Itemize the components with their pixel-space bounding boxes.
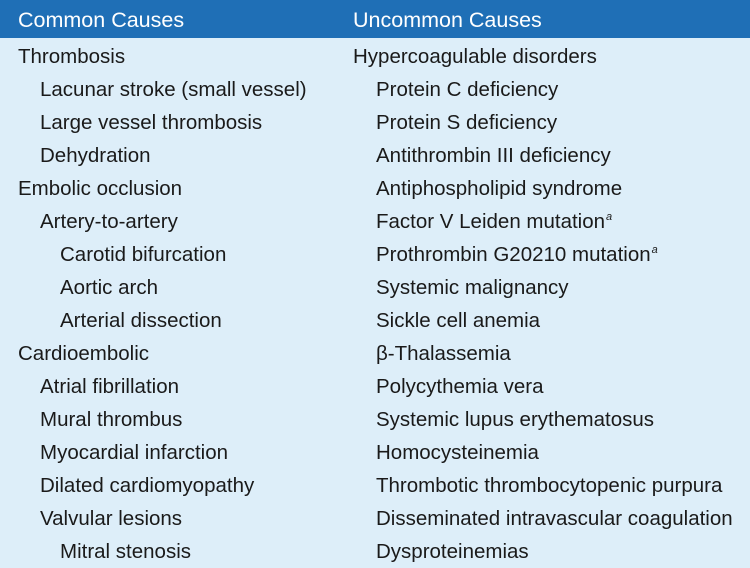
common-cause-item — [40, 436, 228, 469]
uncommon-cause-item — [376, 535, 529, 568]
common-cause-item — [40, 502, 182, 535]
uncommon-cause-text: Prothrombin G20210 mutation — [376, 243, 651, 266]
common-cause-text: Embolic occlusion — [18, 177, 183, 200]
common-cause-text: Thrombosis — [18, 45, 126, 68]
common-cause-item — [60, 304, 222, 337]
uncommon-cause-text: Disseminated intravascular coagulation — [376, 507, 733, 530]
uncommon-cause-item — [376, 238, 658, 271]
common-cause-text: Artery-to-artery — [40, 210, 178, 233]
uncommon-cause-text: Thrombotic thrombocytopenic purpura — [376, 474, 723, 497]
common-cause-text: Carotid bifurcation — [60, 243, 227, 266]
uncommon-cause-text: Hypercoagulable disorders — [353, 45, 597, 68]
uncommon-cause-text: Protein C deficiency — [376, 78, 559, 101]
common-cause-item — [40, 469, 254, 502]
uncommon-cause-text: Dysproteinemias — [376, 540, 529, 563]
common-cause-text: Myocardial infarction — [40, 441, 228, 464]
uncommon-cause-item — [376, 139, 611, 172]
uncommon-cause-item — [376, 370, 543, 403]
uncommon-cause-text: Polycythemia vera — [376, 375, 544, 398]
common-cause-text: Atrial fibrillation — [40, 375, 179, 398]
common-cause-item — [40, 139, 151, 172]
common-cause-item — [18, 337, 149, 370]
common-cause-item — [40, 370, 179, 403]
uncommon-cause-item — [376, 436, 539, 469]
uncommon-cause-item — [376, 106, 557, 139]
common-cause-item — [40, 73, 307, 106]
common-cause-item — [60, 238, 226, 271]
footnote-marker: a — [651, 244, 658, 256]
common-cause-item — [60, 271, 158, 304]
uncommon-cause-text: Systemic lupus erythematosus — [376, 408, 655, 431]
uncommon-cause-item — [376, 469, 722, 502]
uncommon-cause-item — [376, 337, 511, 370]
uncommon-cause-text: Sickle cell anemia — [376, 309, 541, 332]
common-cause-text: Mitral stenosis — [60, 540, 192, 563]
header-uncommon-causes: Uncommon Causes — [353, 8, 542, 32]
common-cause-item — [40, 403, 182, 436]
common-cause-text: Cardioembolic — [18, 342, 150, 365]
common-cause-text: Arterial dissection — [60, 309, 222, 332]
uncommon-cause-text: Homocysteinemia — [376, 441, 539, 464]
common-cause-text: Valvular lesions — [40, 507, 183, 530]
header-common-causes: Common Causes — [18, 8, 185, 32]
uncommon-cause-text: Protein S deficiency — [376, 111, 558, 134]
common-cause-text: Dilated cardiomyopathy — [40, 474, 255, 497]
uncommon-cause-text: Antithrombin III deficiency — [376, 144, 611, 167]
uncommon-cause-item — [376, 304, 540, 337]
uncommon-cause-item — [376, 403, 654, 436]
table-header-row — [0, 0, 750, 38]
uncommon-cause-item — [353, 40, 597, 73]
uncommon-cause-item — [376, 205, 612, 238]
common-cause-item — [40, 205, 178, 238]
uncommon-cause-item — [376, 271, 569, 304]
common-cause-text: Aortic arch — [60, 276, 158, 299]
uncommon-cause-item — [376, 73, 558, 106]
uncommon-cause-text: Systemic malignancy — [376, 276, 569, 299]
common-cause-item — [40, 106, 262, 139]
uncommon-cause-item — [376, 172, 622, 205]
footnote-marker: a — [606, 211, 613, 223]
common-cause-text: Large vessel thrombosis — [40, 111, 263, 134]
common-cause-text: Lacunar stroke (small vessel) — [40, 78, 307, 101]
uncommon-cause-text: β-Thalassemia — [376, 342, 511, 365]
uncommon-cause-text: Antiphospholipid syndrome — [376, 177, 623, 200]
common-cause-item — [18, 172, 182, 205]
common-cause-item — [60, 535, 191, 568]
uncommon-cause-text: Factor V Leiden mutation — [376, 210, 606, 233]
common-cause-text: Dehydration — [40, 144, 151, 167]
common-cause-text: Mural thrombus — [40, 408, 183, 431]
uncommon-cause-item — [376, 502, 733, 535]
common-cause-item — [18, 40, 125, 73]
